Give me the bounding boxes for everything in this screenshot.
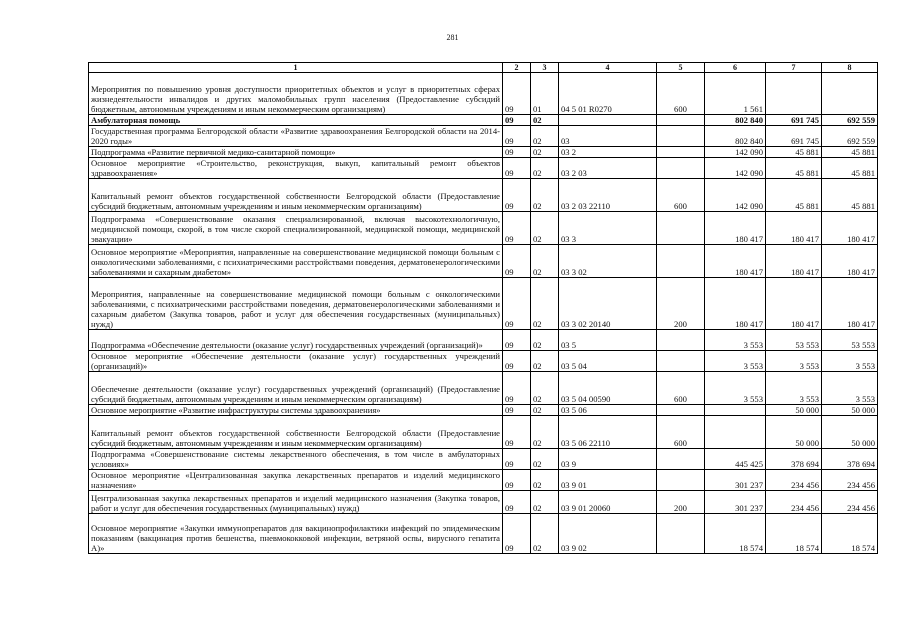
cell-name: Мероприятия по повышению уровня доступности приоритетных объектов и услуг в приоритетных сферах жизнедеятельности инвалидов и других маломобильных групп населения (Предоставление субсидий бюджетным, автономным учреждениям и иным некоммерческим организациям) xyxy=(89,73,503,115)
cell-expense-type xyxy=(657,449,705,470)
cell-target-article: 03 xyxy=(559,126,657,147)
cell-amount-3: 45 881 xyxy=(822,147,878,158)
cell-name: Основное мероприятие «Мероприятия, направленные на совершенствование медицинской помощи больным с онкологическими заболеваниями, с психиатрическими расстройствами поведения, дерматовенерологическими заболеваниями и сахарным диабетом» xyxy=(89,245,503,278)
cell-amount-3: 378 694 xyxy=(822,449,878,470)
cell-amount-1: 802 840 xyxy=(705,126,766,147)
cell-target-article: 03 3 02 20140 xyxy=(559,278,657,330)
cell-amount-1: 1 561 xyxy=(705,73,766,115)
cell-section: 09 xyxy=(503,449,531,470)
cell-target-article: 03 2 03 22110 xyxy=(559,179,657,212)
table-row xyxy=(89,147,878,158)
cell-amount-3: 180 417 xyxy=(822,245,878,278)
cell-target-article: 03 2 03 xyxy=(559,158,657,179)
cell-name: Мероприятия, направленные на совершенствование медицинской помощи больным с онкологическими заболеваниями, с психиатрическими расстройствами поведения, дерматовенерологическими заболеваниями и сахарным диабетом (Закупка товаров, работ и услуг для обеспечения государственных (муниципальных) нужд) xyxy=(89,278,503,330)
cell-subsection: 02 xyxy=(531,416,559,449)
cell-name: Капитальный ремонт объектов государственной собственности Белгородской области (Предоставление субсидий бюджетным, автономным учреждениям и иным некоммерческим организациям) xyxy=(89,416,503,449)
cell-name: Основное мероприятие «Обеспечение деятельности (оказание услуг) государственных учреждений (организаций)» xyxy=(89,351,503,372)
cell-name: Основное мероприятие «Развитие инфраструктуры системы здравоохранения» xyxy=(89,405,503,416)
cell-amount-3: 692 559 xyxy=(822,126,878,147)
cell-name: Подпрограмма «Совершенствование оказания специализированной, включая высокотехнологичную, медицинской помощи, скорой, в том числе скорой специализированной, медицинской помощи, медицинской эвакуации» xyxy=(89,212,503,245)
cell-amount-3: 50 000 xyxy=(822,416,878,449)
table-row xyxy=(89,470,878,491)
cell-amount-1: 180 417 xyxy=(705,212,766,245)
cell-amount-3: 180 417 xyxy=(822,278,878,330)
cell-amount-3: 45 881 xyxy=(822,179,878,212)
table-row xyxy=(89,514,878,554)
cell-expense-type: 600 xyxy=(657,73,705,115)
cell-name: Подпрограмма «Развитие первичной медико-санитарной помощи» xyxy=(89,147,503,158)
header-row xyxy=(89,63,878,73)
cell-amount-3 xyxy=(822,73,878,115)
table-row xyxy=(89,491,878,514)
table-row xyxy=(89,115,878,126)
cell-expense-type xyxy=(657,245,705,278)
cell-subsection: 02 xyxy=(531,179,559,212)
cell-section: 09 xyxy=(503,372,531,405)
cell-amount-1: 301 237 xyxy=(705,470,766,491)
cell-target-article: 03 9 01 20060 xyxy=(559,491,657,514)
table-row xyxy=(89,351,878,372)
cell-name: Централизованная закупка лекарственных препаратов и изделий медицинского назначения (Закупка товаров, работ и услуг для обеспечения государственных (муниципальных) нужд) xyxy=(89,491,503,514)
cell-subsection: 02 xyxy=(531,245,559,278)
cell-subsection: 02 xyxy=(531,147,559,158)
cell-amount-1 xyxy=(705,416,766,449)
table-row xyxy=(89,212,878,245)
table-row xyxy=(89,158,878,179)
cell-section: 09 xyxy=(503,514,531,554)
cell-amount-3: 45 881 xyxy=(822,158,878,179)
cell-amount-1: 3 553 xyxy=(705,330,766,351)
cell-expense-type xyxy=(657,115,705,126)
cell-amount-2 xyxy=(766,73,822,115)
cell-amount-2: 18 574 xyxy=(766,514,822,554)
cell-amount-1: 142 090 xyxy=(705,179,766,212)
cell-target-article: 03 3 02 xyxy=(559,245,657,278)
cell-amount-2: 180 417 xyxy=(766,245,822,278)
cell-target-article: 03 9 01 xyxy=(559,470,657,491)
cell-name: Амбулаторная помощь xyxy=(89,115,503,126)
cell-expense-type: 600 xyxy=(657,372,705,405)
cell-section: 09 xyxy=(503,330,531,351)
cell-amount-2: 378 694 xyxy=(766,449,822,470)
cell-amount-3: 692 559 xyxy=(822,115,878,126)
cell-amount-1: 445 425 xyxy=(705,449,766,470)
cell-amount-2: 53 553 xyxy=(766,330,822,351)
cell-section: 09 xyxy=(503,147,531,158)
cell-subsection: 02 xyxy=(531,126,559,147)
table-row xyxy=(89,372,878,405)
cell-amount-3: 180 417 xyxy=(822,212,878,245)
table-body xyxy=(89,73,878,554)
table-row xyxy=(89,179,878,212)
cell-amount-1: 180 417 xyxy=(705,278,766,330)
cell-amount-3: 53 553 xyxy=(822,330,878,351)
cell-amount-2: 3 553 xyxy=(766,351,822,372)
cell-subsection: 02 xyxy=(531,470,559,491)
table-row xyxy=(89,126,878,147)
cell-section: 09 xyxy=(503,491,531,514)
cell-amount-3: 3 553 xyxy=(822,351,878,372)
cell-section: 09 xyxy=(503,416,531,449)
cell-section: 09 xyxy=(503,212,531,245)
cell-amount-1 xyxy=(705,405,766,416)
cell-amount-1: 3 553 xyxy=(705,372,766,405)
cell-amount-1: 802 840 xyxy=(705,115,766,126)
cell-expense-type: 600 xyxy=(657,416,705,449)
cell-amount-2: 45 881 xyxy=(766,179,822,212)
cell-section: 09 xyxy=(503,470,531,491)
cell-target-article xyxy=(559,115,657,126)
cell-name: Основное мероприятие «Централизованная закупка лекарственных препаратов и изделий медицинского назначения» xyxy=(89,470,503,491)
cell-expense-type xyxy=(657,126,705,147)
cell-subsection: 02 xyxy=(531,514,559,554)
cell-amount-2: 691 745 xyxy=(766,126,822,147)
cell-subsection: 02 xyxy=(531,491,559,514)
cell-target-article: 04 5 01 R0270 xyxy=(559,73,657,115)
cell-expense-type xyxy=(657,405,705,416)
col-header-subsection: 3 xyxy=(531,63,559,73)
cell-name: Подпрограмма «Обеспечение деятельности (оказание услуг) государственных учреждений (организаций)» xyxy=(89,330,503,351)
table-row xyxy=(89,245,878,278)
cell-amount-3: 234 456 xyxy=(822,470,878,491)
cell-expense-type xyxy=(657,514,705,554)
cell-amount-1: 18 574 xyxy=(705,514,766,554)
cell-name: Основное мероприятие «Строительство, реконструкция, выкуп, капитальный ремонт объектов здравоохранения» xyxy=(89,158,503,179)
page-number: 281 xyxy=(446,33,459,42)
cell-amount-1: 301 237 xyxy=(705,491,766,514)
table-row xyxy=(89,449,878,470)
cell-section: 09 xyxy=(503,179,531,212)
cell-expense-type: 600 xyxy=(657,179,705,212)
cell-expense-type xyxy=(657,470,705,491)
cell-section: 09 xyxy=(503,115,531,126)
cell-target-article: 03 5 06 xyxy=(559,405,657,416)
cell-target-article: 03 9 02 xyxy=(559,514,657,554)
cell-amount-2: 50 000 xyxy=(766,416,822,449)
cell-amount-2: 50 000 xyxy=(766,405,822,416)
cell-amount-2: 691 745 xyxy=(766,115,822,126)
cell-section: 09 xyxy=(503,278,531,330)
cell-subsection: 02 xyxy=(531,278,559,330)
cell-subsection: 02 xyxy=(531,158,559,179)
budget-table xyxy=(88,62,878,554)
cell-target-article: 03 3 xyxy=(559,212,657,245)
cell-section: 09 xyxy=(503,126,531,147)
cell-name: Обеспечение деятельности (оказание услуг) государственных учреждений (организаций) (Предоставление субсидий бюджетным, автономным учреждениям и иным некоммерческим организациям) xyxy=(89,372,503,405)
table-row xyxy=(89,416,878,449)
cell-target-article: 03 5 04 xyxy=(559,351,657,372)
table-row xyxy=(89,73,878,115)
cell-expense-type xyxy=(657,147,705,158)
cell-expense-type: 200 xyxy=(657,278,705,330)
cell-subsection: 02 xyxy=(531,405,559,416)
cell-amount-2: 45 881 xyxy=(766,158,822,179)
cell-amount-2: 180 417 xyxy=(766,212,822,245)
cell-expense-type xyxy=(657,330,705,351)
cell-target-article: 03 5 xyxy=(559,330,657,351)
cell-subsection: 02 xyxy=(531,330,559,351)
cell-amount-2: 180 417 xyxy=(766,278,822,330)
table-row xyxy=(89,330,878,351)
cell-subsection: 01 xyxy=(531,73,559,115)
cell-amount-3: 234 456 xyxy=(822,491,878,514)
cell-target-article: 03 5 06 22110 xyxy=(559,416,657,449)
cell-amount-1: 180 417 xyxy=(705,245,766,278)
table-row xyxy=(89,278,878,330)
cell-expense-type xyxy=(657,351,705,372)
cell-amount-1: 3 553 xyxy=(705,351,766,372)
cell-amount-2: 3 553 xyxy=(766,372,822,405)
cell-amount-3: 18 574 xyxy=(822,514,878,554)
cell-amount-2: 234 456 xyxy=(766,470,822,491)
cell-amount-1: 142 090 xyxy=(705,158,766,179)
cell-subsection: 02 xyxy=(531,115,559,126)
cell-section: 09 xyxy=(503,158,531,179)
col-header-section: 2 xyxy=(503,63,531,73)
cell-target-article: 03 2 xyxy=(559,147,657,158)
table-row xyxy=(89,405,878,416)
cell-target-article: 03 9 xyxy=(559,449,657,470)
cell-subsection: 02 xyxy=(531,372,559,405)
cell-subsection: 02 xyxy=(531,351,559,372)
cell-amount-3: 3 553 xyxy=(822,372,878,405)
cell-name: Капитальный ремонт объектов государственной собственности Белгородской области (Предоставление субсидий бюджетным, автономным учреждениям и иным некоммерческим организациям) xyxy=(89,179,503,212)
cell-name: Основное мероприятие «Закупки иммунопрепаратов для вакцинопрофилактики инфекций по эпидемическим показаниям (вакцинация против бешенства, пневмококковой инфекции, ветряной оспы, вирусного гепатита А)» xyxy=(89,514,503,554)
cell-name: Государственная программа Белгородской области «Развитие здравоохранения Белгородской области на 2014-2020 годы» xyxy=(89,126,503,147)
cell-name: Подпрограмма «Совершенствование системы лекарственного обеспечения, в том числе в амбулаторных условиях» xyxy=(89,449,503,470)
cell-section: 09 xyxy=(503,245,531,278)
cell-expense-type xyxy=(657,158,705,179)
cell-expense-type: 200 xyxy=(657,491,705,514)
col-header-amount-1: 6 xyxy=(705,63,766,73)
cell-amount-3: 50 000 xyxy=(822,405,878,416)
col-header-target-article: 4 xyxy=(559,63,657,73)
cell-target-article: 03 5 04 00590 xyxy=(559,372,657,405)
col-header-name: 1 xyxy=(89,63,503,73)
cell-section: 09 xyxy=(503,351,531,372)
col-header-amount-3: 8 xyxy=(822,63,878,73)
cell-section: 09 xyxy=(503,73,531,115)
cell-expense-type xyxy=(657,212,705,245)
col-header-expense-type: 5 xyxy=(657,63,705,73)
cell-amount-1: 142 090 xyxy=(705,147,766,158)
cell-amount-2: 234 456 xyxy=(766,491,822,514)
cell-amount-2: 45 881 xyxy=(766,147,822,158)
cell-subsection: 02 xyxy=(531,212,559,245)
cell-subsection: 02 xyxy=(531,449,559,470)
col-header-amount-2: 7 xyxy=(766,63,822,73)
cell-section: 09 xyxy=(503,405,531,416)
